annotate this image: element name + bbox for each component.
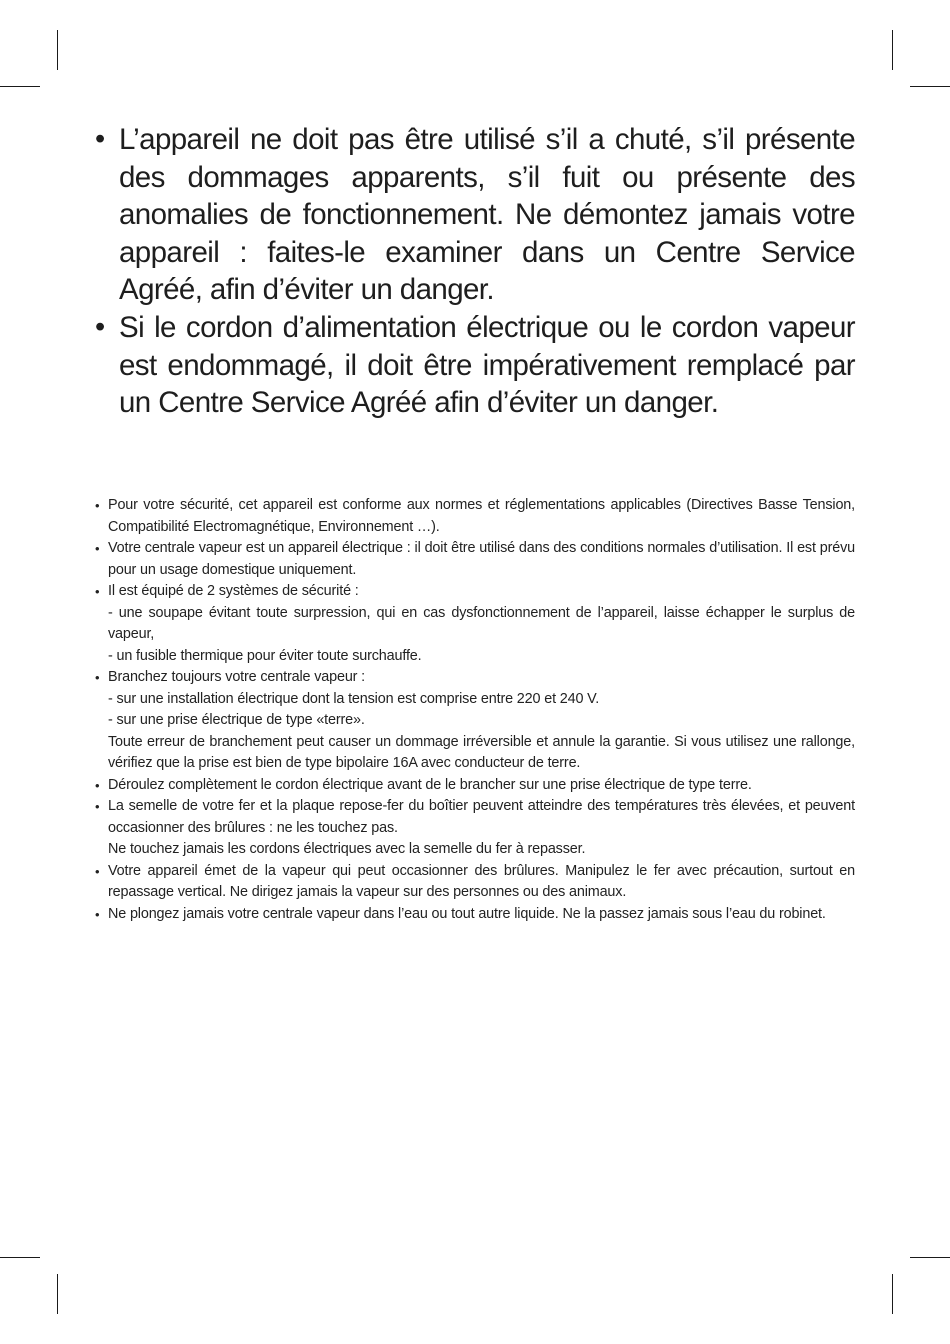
bullet-icon: • [95,777,100,793]
sub-item-valve: - une soupape évitant toute surpression, qui en cas dysfonctionnement de l’appareil, laisse échapper le surplus de vapeur, [108,604,855,642]
crop-mark-bottom-right-horizontal [910,1257,950,1258]
crop-mark-top-left-horizontal [0,86,40,87]
bullet-icon: • [95,906,100,922]
bullet-icon: • [95,863,100,879]
crop-mark-bottom-left-horizontal [0,1257,40,1258]
crop-mark-top-right-vertical [892,30,893,70]
instruction-text: Déroulez complètement le cordon électrique avant de le brancher sur une prise électrique de type terre. [108,776,752,793]
bullet-icon: • [95,498,100,513]
bullet-icon: • [95,123,105,155]
crop-mark-bottom-left-vertical [57,1274,58,1314]
bullet-icon: • [95,310,105,343]
warning-damaged-cord [95,309,855,422]
instruction-note: Toute erreur de branchement peut causer un dommage irréversible et annule la garantie. Si vous utilisez une rallonge, vérifiez que la prise est bien de type bipolaire 16A avec conducteur de terre. [108,733,855,771]
crop-mark-bottom-right-vertical [892,1274,893,1314]
safety-instructions-list [95,495,855,925]
instruction-hot-surfaces [95,796,855,861]
instruction-usage [95,538,855,581]
crop-mark-top-right-horizontal [910,86,950,87]
instruction-text: La semelle de votre fer et la plaque repose-fer du boîtier peuvent atteindre des températures très élevées, et peuvent occasionner des brûlures : ne les touchez pas. [108,798,855,836]
warning-damaged-appliance [95,121,855,309]
crop-mark-top-left-vertical [57,30,58,70]
instruction-note: Ne touchez jamais les cordons électriques avec la semelle du fer à repasser. [108,841,586,857]
instruction-safety-systems [95,581,855,667]
bullet-icon: • [95,670,100,685]
instruction-text: Votre appareil émet de la vapeur qui peut occasionner des brûlures. Manipulez le fer avec précaution, surtout en repassage vertical. Ne dirigez jamais la vapeur sur des personnes ou des animaux. [108,862,855,900]
major-warnings-list [95,121,855,422]
sub-item-earth: - sur une prise électrique de type «terre». [108,712,365,728]
bullet-icon: • [95,799,100,814]
instruction-steam [95,861,855,904]
sub-item-voltage: - sur une installation électrique dont la tension est comprise entre 220 et 240 V. [108,690,600,707]
instruction-text: Branchez toujours votre centrale vapeur : [108,669,366,685]
instruction-water [95,904,855,926]
instruction-unroll [95,775,855,797]
instruction-conformity [95,495,855,538]
instruction-text: Ne plongez jamais votre centrale vapeur dans l’eau ou tout autre liquide. Ne la passez jamais sous l’eau du robinet. [108,905,826,922]
instruction-text: Pour votre sécurité, cet appareil est conforme aux normes et réglementations applicables (Directives Basse Tension, Compatibilité Electromagnétique, Environnement …). [108,497,855,535]
warning-text: Si le cordon d’alimentation électrique ou le cordon vapeur est endommagé, il doit être impérativement remplacé par un Centre Service Agréé afin d’éviter un danger. [119,310,855,420]
warning-text: L’appareil ne doit pas être utilisé s’il a chuté, s’il présente des dommages apparents, s’il fuit ou présente des anomalies de fonctionnement. Ne démontez jamais votre appareil : faites-le examiner dans un Centre Service Agréé, afin d’éviter un danger. [119,123,855,307]
bullet-icon: • [95,541,100,556]
instruction-plug [95,667,855,775]
bullet-icon: • [95,584,100,599]
instruction-text: Il est équipé de 2 systèmes de sécurité : [108,583,359,599]
instruction-text: Votre centrale vapeur est un appareil électrique : il doit être utilisé dans des conditions normales d’utilisation. Il est prévu pour un usage domestique uniquement. [108,540,855,578]
sub-item-fuse: - un fusible thermique pour éviter toute surchauffe. [108,647,422,664]
